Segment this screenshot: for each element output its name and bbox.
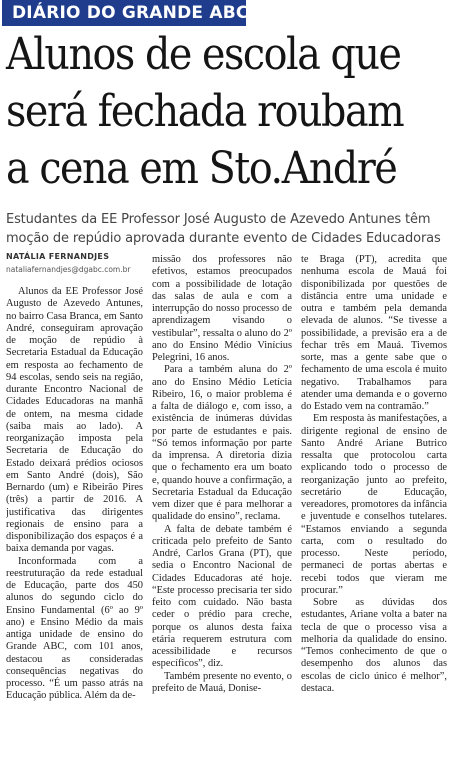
byline xyxy=(6,252,146,274)
paragraph: Em resposta às manifestações, a dirigente regional de ensino de Santo André Ariane Butrico ressalta que protocolou carta explicando todo o processo de reorganização junto ao prefeito, secretário de Educação, vereadores, promotores da infância e juventude e conselhos tutelares. “Estamos enviando a segunda carta, com o resultado do processo. Neste período, permaneci de portas abertas e recebi todos que vieram me procurar.” xyxy=(301,413,447,596)
article-column-2 xyxy=(152,254,292,768)
author-name: NATÁLIA FERNANDJES xyxy=(6,252,110,261)
paragraph: Para a também aluna do 2º ano do Ensino Médio Letícia Ribeiro, 16, o maior problema é a falta de diálogo e, com isso, a existência de inúmeras dúvidas por parte de estudantes e pais. “Só temos informação por parte da imprensa. A diretoria dizia que o fechamento era um boato e, quando houve a confirmação, a Secretaria Estadual da Educação vem dizer que é para melhorar a qualidade do ensino”, reclama. xyxy=(152,364,292,523)
headline xyxy=(6,26,406,197)
headline-line-1: Alunos de escola que xyxy=(6,29,401,80)
paragraph: Sobre as dúvidas dos estudantes, Ariane volta a bater na tecla de que o processo visa a melhoria da qualidade do ensino. “Temos conhecimento de que o desempenho dos alunos das escolas de ciclo único é melhor”, destaca. xyxy=(301,597,447,694)
article-column-3 xyxy=(301,254,447,768)
paragraph: Inconformada com a reestruturação da rede estadual de Educação, parte dos 450 alunos do segundo ciclo do Ensino Fundamental (6º ao 9º ano) e Ensino Médio da mais antiga unidade de ensino do Grande ABC, com 101 anos, destacou as consideradas consequências negativas do processo. “É um passo atrás na Educação pública. Além da de- xyxy=(6,555,143,702)
publication-nameplate: DIÁRIO DO GRANDE ABC xyxy=(2,0,246,26)
subheadline-line-1: Estudantes da EE Professor José Augusto de Azevedo Antunes têm xyxy=(6,212,431,227)
article-column-1 xyxy=(6,286,143,768)
headline-line-2: será fechada roubam xyxy=(6,86,404,137)
paragraph: Alunos da EE Professor José Augusto de Azevedo Antunes, no bairro Casa Branca, em Santo André, conseguiram aprovação de moção de repúdio à Secretaria Estadual da Educação em resposta ao fechamento de 94 escolas, sendo seis na região, durante Encontro Nacional de Cidades Educadoras na manhã de ontem, na mesma cidade (saiba mais ao lado). A reorganização imposta pela Secretaria de Educação do Estado deixará prédios ociosos em Santo André (dois), São Bernardo (um) e Ribeirão Pires (três) a partir de 2016. A justificativa das dirigentes regionais de ensino para a disponibilização dos espaços é a baixa demanda por vagas. xyxy=(6,286,143,555)
paragraph: A falta de debate também é criticada pelo prefeito de Santo André, Carlos Grana (PT), que sedia o Encontro Nacional de Cidades Educadoras até hoje. “Este processo precisaria ter sido feito com cuidado. Não basta ceder o prédio para creche, porque os alunos desta faixa etária requerem estrutura com acessibilidade e recursos específicos”, diz. xyxy=(152,523,292,670)
subheadline xyxy=(6,210,450,248)
paragraph: te Braga (PT), acredita que nenhuma escola de Mauá foi disponibilizada por questões de distância entre uma unidade e outra e também pela demanda elevada de alunos. “Se tivesse a possibilidade, a previsão era a de fechar três em Mauá. Tivemos sorte, mas a gente sabe que o fechamento de uma escola é muito negativo. Trabalhamos para atender uma demanda e o governo do Estado vem na contramão.” xyxy=(301,254,447,412)
paragraph: missão dos professores não efetivos, estamos preocupados com a possibilidade de lotação das salas de aula e com a interrupção do nosso processo de aprendizagem visando o vestibular”, ressalta o aluno do 2º ano do Ensino Médio Vinícius Pelegrini, 16 anos. xyxy=(152,254,292,363)
headline-line-3: a cena em Sto.André xyxy=(6,143,397,194)
subheadline-line-2: moção de repúdio aprovada durante evento de Cidades Educadoras xyxy=(6,231,441,246)
author-email: nataliafernandjes@dgabc.com.br xyxy=(6,265,131,274)
paragraph: Também presente no evento, o prefeito de Mauá, Donise- xyxy=(152,670,292,694)
